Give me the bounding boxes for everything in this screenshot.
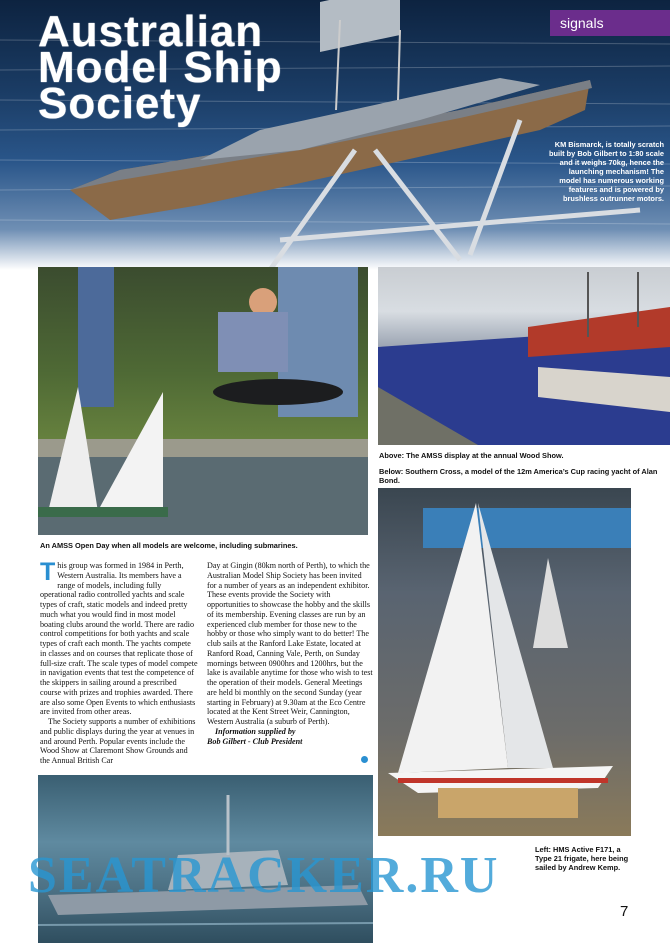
drop-cap: T [40,558,56,586]
article-column-2 [207,561,373,746]
section-tab: signals [550,10,670,36]
article-paragraph-3: Day at Gingin (80km north of Perth), to which the Australian Model Ship Society has been invited for a number of years as an independent exhibitor. These events provide the Society with opportunities to showcase the hobby and the skills of its membership. Evening classes are run by an experienced club member for those new to the hobby or those who simply want to do better! The club sails at the Ranford Lake Estate, located at Ranford Road, Canning Vale, Perth, on Sunday mornings between 0900hrs and 1200hrs, but the lake is available anytime for those who wish to test the operation of their models. General Meetings are held bi monthly on the second Sunday (year starting in February) at 9.30am at the Eco Centre located at the Kent Street Weir, Cannington, Western Australia (a suburb of Perth). [207,561,373,726]
watermark: SEATRACKER.RU [28,847,500,904]
article-paragraph-1 [40,558,198,717]
frigate-caption: Left: HMS Active F171, a Type 21 frigate, here being sailed by Andrew Kemp. [535,845,629,872]
end-of-article-marker [361,756,368,763]
article-paragraph-2: The Society supports a number of exhibitions and public displays during the year at venues in and around Perth. Popular events include the Wood Show at Claremont Show Grounds and the Annual British Car [40,717,196,765]
open-day-caption: An AMSS Open Day when all models are welcome, including submarines. [40,541,298,550]
open-day-scene [38,267,368,535]
credit-line-2: Bob Gilbert - Club President [207,736,303,746]
page-number: 7 [620,903,629,920]
paragraph-1-text: his group was formed in 1984 in Perth, Western Australia. Its members have a range of models, including fully operational radio controlled yachts and scale types of craft, static models and indeed pretty much what you would find in most model boating clubs around the world. There are radio control competitions for both yachts and scale types of craft each month. The yachts compete in classes and on courses that replicate those of full-size craft. The scale types of model compete in navigation events that test the competence of the skippers in sailing around a prescribed course with prizes and trophies awarded. There are also some Open Events to which enthusiasts are invited from other areas. [40,561,198,717]
wood-show-caption: Above: The AMSS display at the annual Wood Show. [379,451,564,460]
page-title [38,7,283,128]
article-column-1 [40,558,198,766]
open-day-photo [38,267,368,535]
title-line-2: Model Ship [38,43,283,92]
southern-cross-photo [378,488,631,836]
credit-line-1: Information supplied by [215,726,296,736]
bismarck-caption: KM Bismarck, is totally scratch built by Bob Gilbert to 1:80 scale and it weighs 70kg, hence the launching mechanism! The model has numerous working features and is powered by brushless outrunner motors. [549,140,664,203]
southern-cross-caption: Below: Southern Cross, a model of the 12m America’s Cup racing yacht of Alan Bond. [379,467,658,485]
title-line-1: Australian [38,7,264,56]
wood-show-display-photo [378,267,670,445]
display-scene [378,267,670,445]
hero-photo-bismarck [0,0,670,270]
southern-cross-yacht [378,488,631,836]
title-line-3: Society [38,79,202,128]
